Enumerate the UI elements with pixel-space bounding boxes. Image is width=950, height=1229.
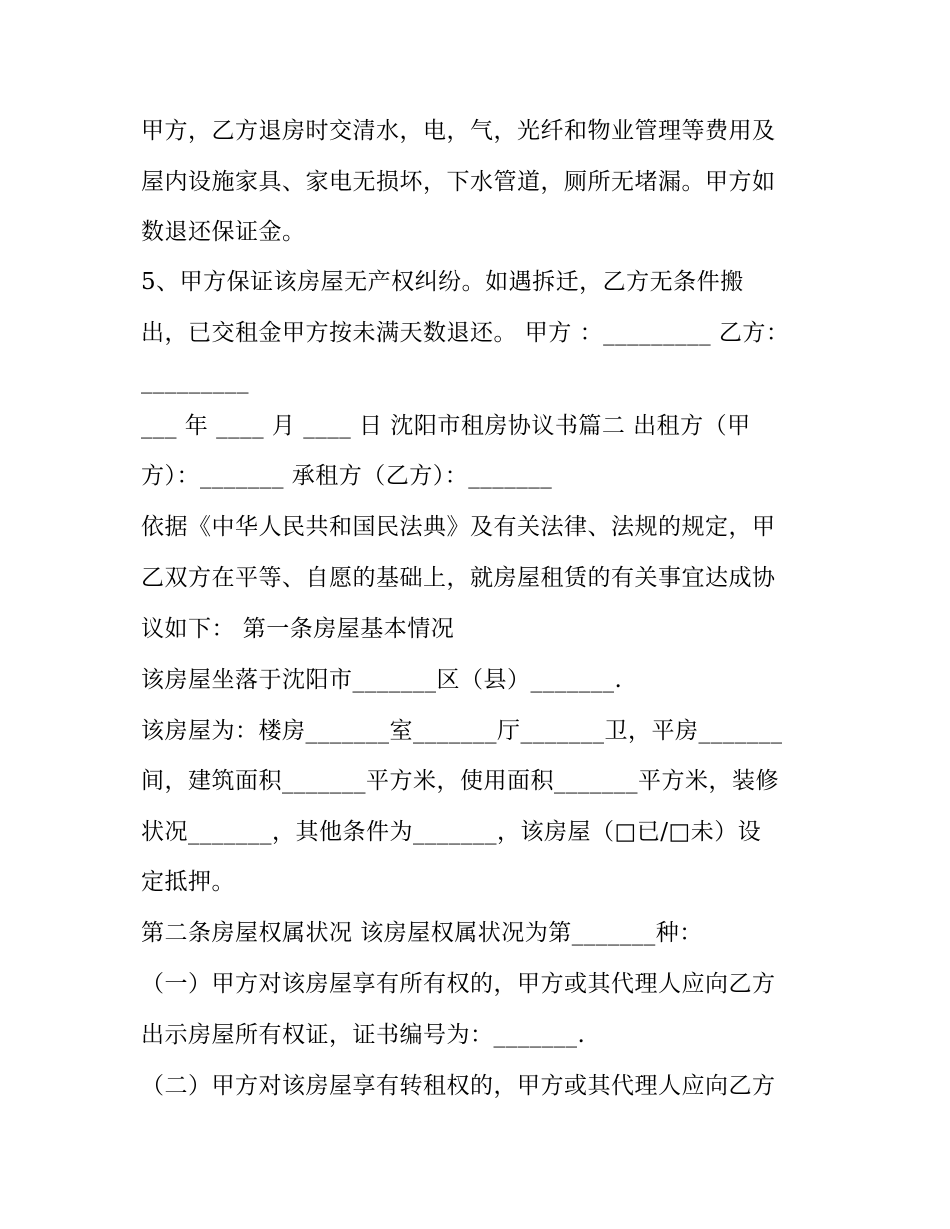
text-line: 方）：_______ 承租方（乙方）：_______	[141, 463, 553, 489]
text-line: 数退还保证金。	[141, 219, 306, 245]
text-line: 依据《中华人民共和国民法典》及有关法律、法规的规定，甲	[141, 514, 776, 540]
text-line: （二）甲方对该房屋享有转租权的，甲方或其代理人应向乙方	[141, 1073, 776, 1099]
text-line: 定抵押。	[141, 869, 235, 895]
text-line: _________	[141, 368, 249, 394]
text-line: 该房屋为：楼房_______室_______厅_______卫，平房_______	[141, 718, 783, 744]
text-line: 乙双方在平等、自愿的基础上，就房屋租赁的有关事宜达成协	[141, 565, 776, 591]
text-line: 屋内设施家具、家电无损坏，下水管道，厕所无堵漏。甲方如	[141, 169, 776, 195]
text-line: 5、甲方保证该房屋无产权纠纷。如遇拆迁，乙方无条件搬	[141, 269, 744, 295]
text-line: 间，建筑面积_______平方米，使用面积_______平方米，装修	[141, 768, 779, 794]
text-line: ___ 年 ____ 月 ____ 日 沈阳市租房协议书篇二 出租方（甲	[141, 413, 751, 439]
text-line: 状况_______，其他条件为_______，该房屋（□已/□未）设	[141, 819, 762, 845]
text-line: （一）甲方对该房屋享有所有权的，甲方或其代理人应向乙方	[141, 971, 776, 997]
text-line: 出示房屋所有权证，证书编号为：_______.	[141, 1022, 586, 1048]
text-line: 出，已交租金甲方按未满天数退还。 甲方 ：_________ 乙方：	[141, 320, 790, 346]
text-line: 第二条房屋权属状况 该房屋权属状况为第_______种：	[141, 920, 703, 946]
text-line: 议如下： 第一条房屋基本情况	[141, 616, 455, 642]
text-line: 甲方，乙方退房时交清水，电，气，光纤和物业管理等费用及	[141, 118, 776, 144]
text-line: 该房屋坐落于沈阳市_______区（县）_______.	[141, 667, 623, 693]
